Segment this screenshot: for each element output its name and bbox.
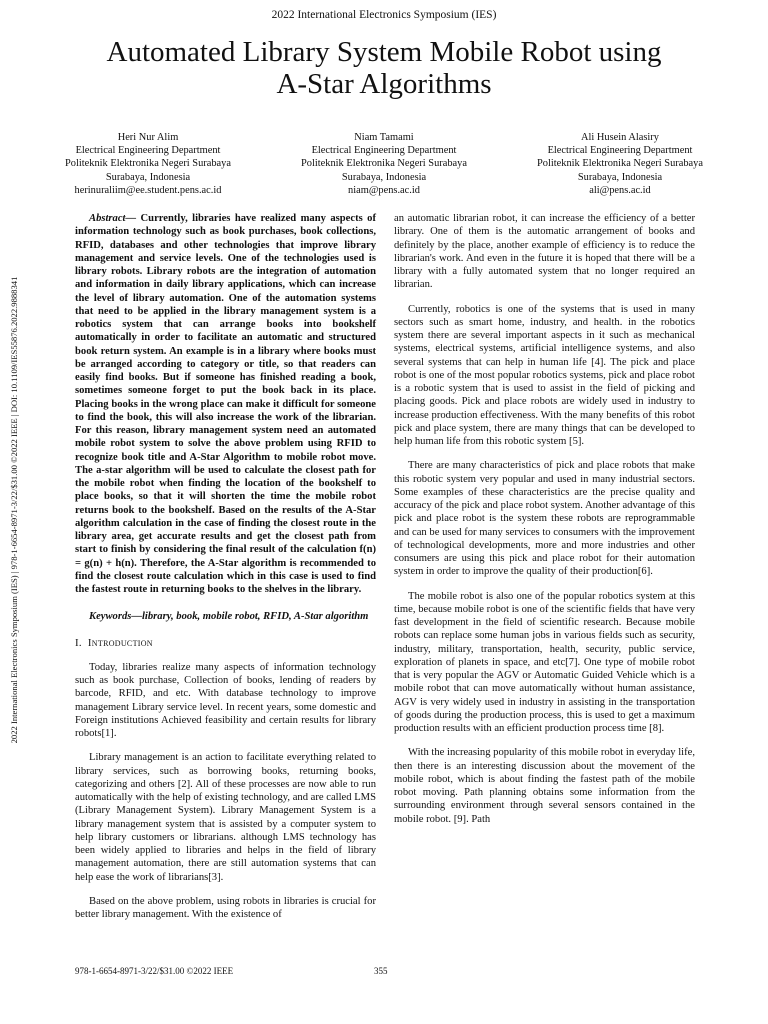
- left-column: [75, 212, 376, 921]
- paragraph: Library management is an action to facilitate everything related to library services, such as borrowing books, returning books, categorizing and others [2]. All of these processes are now able to run automatically with the help of existing technology, and are called LMS (Library Management System). Library Management System is a library management system that is assisted by a computer system to help library customers or librarians. although LMS technology has been widely applied to libraries and helps in the field of library management automation, there are still automation systems that can help ease the work of librarians[3].: [75, 752, 376, 883]
- author-email: ali@pens.ac.id: [589, 184, 651, 196]
- paragraph: an automatic librarian robot, it can increase the efficiency of a better library. One of them is the automatic arrangement of books and definitely by the place, another example of efficiency is to reduce the librarian's work. And even in the future it is hoped that there will be a library with a fully automated system that no longer required an librarian.: [394, 213, 695, 291]
- page-number: 355: [374, 966, 388, 976]
- author-email: niam@pens.ac.id: [348, 184, 420, 196]
- author-3: [502, 131, 738, 197]
- author-department: Electrical Engineering Department: [311, 145, 457, 157]
- right-column: [394, 212, 695, 826]
- conference-header: 2022 International Electronics Symposium (IES): [271, 9, 497, 21]
- section-heading: [75, 637, 376, 650]
- paragraph: With the increasing popularity of this mobile robot in everyday life, then there is an interesting discussion about the movement of the mobile robot, which is about finding the fastest path of the mobile robot moving. Path planning obtains some information from the surrounding environment through several sensors contained in the mobile robot. [9]. Path: [394, 747, 696, 825]
- author-institution: Politeknik Elektronika Negeri Surabaya: [301, 158, 467, 170]
- paragraph: Today, libraries realize many aspects of information technology such as book purchase, Collection of books, lending of readers by barcode, RFID, and etc. With database technology to improve management Library service level. In recent years, some domestic and Foreign institutions Achieved feasibility and certain results for library robots[1].: [75, 661, 376, 739]
- keywords: Keywords—library, book, mobile robot, RFID, A-Star algorithm: [89, 611, 369, 623]
- paragraph: The mobile robot is also one of the popular robotics system at this time, because mobile robot is one of the scientific fields that have very fast development in the field of scientific research. Because mobile robots can replace some human jobs in various fields such as security, industry, military, transportation, health, security, public service, exploration of planets in space, and etc[7]. One type of mobile robot that is very popular the AGV or Automatic Guided Vehicle which is a mobile robot that can move automatically without human assistance, AGV is very widely used in industry in assisting in the transportation of goods during the production process, this is used to get a maximum production results with an efficient production process time [8].: [394, 590, 695, 734]
- author-city: Surabaya, Indonesia: [105, 171, 191, 183]
- paragraph: Based on the above problem, using robots in libraries is crucial for better library management. With the existence of: [75, 895, 376, 920]
- author-department: Electrical Engineering Department: [547, 145, 693, 157]
- title-line-2: A-Star Algorithms: [276, 68, 492, 100]
- author-1: [30, 131, 266, 197]
- author-block: [30, 131, 738, 197]
- paragraph: There are many characteristics of pick and place robots that make this robotic system very popular and used in many industrial sectors. Some examples of these characteristics are the precise quality and accuracy of the pick and place robot system. Another advantage of this pick and place robot is the system these robots are reprogrammable and can be used for many services to consumers with the improvement of technological developments, more and more industries and other consumers are using this pick and place robot for their automation system in order to improve the quality of their production[6].: [394, 460, 695, 578]
- author-name: Ali Husein Alasiry: [581, 132, 659, 143]
- author-name: Heri Nur Alim: [117, 132, 179, 143]
- abstract: [75, 212, 376, 596]
- author-2: [266, 131, 502, 197]
- abstract-text: Currently, libraries have realized many aspects of information technology such as book purchases, book collections, RFID, databases and other technologies that improve library management and service levels. One of the technologies used is library robots. Library robots are the integration of automation and information in daily library applications, which can increase the level of library automation. One of the automation systems that need to be applied in the library management system is a robotics system that can arrange books into bookshelf automatically in order to facilitate an automatic and structured book return system. An example is in a library where books must be arranged according to category or title, so that readers can easily find books. But if someone has finished reading a book, sometimes someone forget to put the book back in its place. Placing books in the wrong place can make it difficult for someone to find the book, this will also increase the work of the librarian. For this reason, library management system need an automated mobile robot system to solve the above problem using RFID to recognize book title and A-Star Algorithm to mobile robot move. The a-star algorithm will be used to calculate the closest path for the mobile robot when finding the location of the bookshelf to place books, so that it will shorten the time the mobile robot returns book to the bookshelf. Based on the results of the A-Star algorithm calculation in the case of finding the closest route in the library area, get accurate results and get the closest path from start to finish by considering the final result of the calculation f(n) = g(n) + h(n). Therefore, the A-Star algorithm is recommended to find the closest route calculation which in this case is used to find the fastest route in returning books to the shelves in the library.: [75, 213, 376, 595]
- author-email: herinuraliim@ee.student.pens.ac.id: [74, 184, 222, 196]
- paper-title: [40, 36, 728, 100]
- author-institution: Politeknik Elektronika Negeri Surabaya: [537, 158, 703, 170]
- section-number: I.: [75, 636, 82, 649]
- author-city: Surabaya, Indonesia: [341, 171, 427, 183]
- author-institution: Politeknik Elektronika Negeri Surabaya: [65, 158, 231, 170]
- doi-sidebar-text: 2022 International Electronics Symposium (IES) | 978-1-6654-8971-3/22/$31.00 ©2022 IEEE | DOI: 10.1109/IES55876.2022.9888341: [9, 276, 19, 744]
- footer-copyright: 978-1-6654-8971-3/22/$31.00 ©2022 IEEE: [75, 966, 234, 976]
- author-department: Electrical Engineering Department: [75, 145, 221, 157]
- title-line-1: Automated Library System Mobile Robot using: [106, 36, 662, 68]
- author-city: Surabaya, Indonesia: [577, 171, 663, 183]
- section-title: Introduction: [87, 636, 153, 649]
- paragraph: Currently, robotics is one of the systems that is used in many sectors such as smart home, industry, and health. in the robotics system there are several important aspects in it such as mechanical systems, electrical systems, artificial intelligence systems, and also several systems that can help in human life [4]. The pick and place robot is one of the most popular robotics systems, pick and place robot is a robotic system that is used to assist in the field of picking and placing goods. Pick and place robots are widely used in industry to increase production effectiveness. With the many benefits of this robot pick and place system, there are many things that can be developed to help human life from this robotic system [5].: [394, 303, 695, 447]
- author-name: Niam Tamami: [354, 132, 414, 143]
- doi-sidebar: [4, 250, 24, 770]
- abstract-label: Abstract—: [89, 213, 137, 224]
